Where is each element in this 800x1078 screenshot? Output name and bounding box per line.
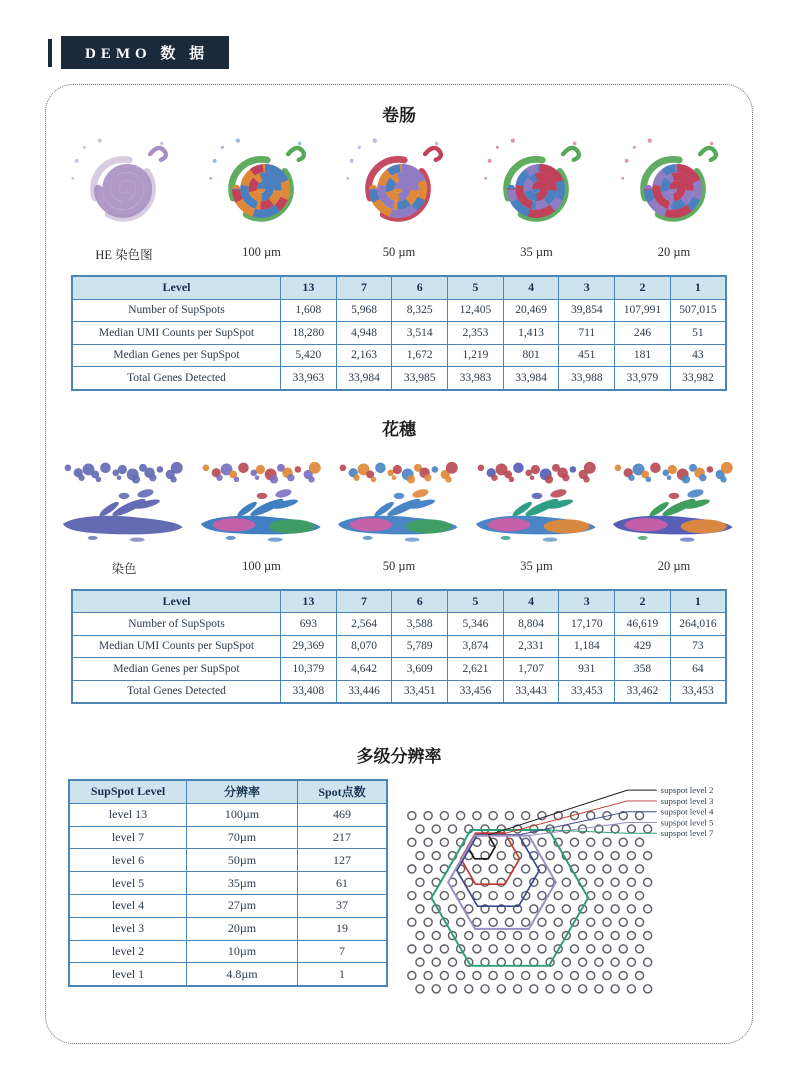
cell-value: 33,446	[336, 680, 392, 703]
header-row	[72, 590, 726, 613]
table-row	[72, 635, 726, 658]
column-header: 5	[448, 590, 504, 613]
column-header: 13	[281, 276, 337, 299]
legend-label: supspot level 5	[660, 817, 714, 828]
image-caption: 100 µm	[242, 245, 281, 259]
spike-figure-100um	[196, 442, 328, 577]
cell-value: 100µm	[187, 803, 298, 826]
section-title-juanchang: 卷肠	[382, 106, 416, 125]
cell-value: 127	[298, 849, 388, 872]
cell-value: 43	[670, 344, 726, 367]
table-row	[69, 940, 387, 963]
cell-value: 3,588	[392, 613, 448, 636]
column-header: 1	[670, 590, 726, 613]
cell-value: 217	[298, 826, 388, 849]
cluster-image-100um	[196, 128, 328, 244]
cell-value: 3,874	[448, 635, 504, 658]
cell-value: 20,469	[503, 299, 559, 322]
row-label: Total Genes Detected	[72, 680, 281, 703]
cell-value: 4.8µm	[187, 963, 298, 986]
cell-value: 1,672	[392, 344, 448, 367]
row-label: Median UMI Counts per SupSpot	[72, 635, 281, 658]
cell-value: 8,804	[503, 613, 559, 636]
cell-value: 33,443	[503, 680, 559, 703]
cell-value: 5,346	[448, 613, 504, 636]
table-row	[69, 849, 387, 872]
cell-value: 1,608	[281, 299, 337, 322]
legend-label: supspot level 4	[660, 806, 714, 817]
cell-value: 181	[615, 344, 671, 367]
column-header: 2	[615, 276, 671, 299]
row-label: level 5	[69, 872, 187, 895]
cell-value: 5,968	[336, 299, 392, 322]
cell-value: 1,219	[448, 344, 504, 367]
cell-value: 2,564	[336, 613, 392, 636]
supspot-hexagon-diagram	[404, 779, 742, 1009]
stain-figure	[58, 442, 190, 577]
column-header: 6	[392, 590, 448, 613]
huasui-stats-table	[71, 589, 727, 705]
cell-value: 4,642	[336, 658, 392, 681]
cell-value: 33,408	[281, 680, 337, 703]
cell-value: 1,413	[503, 322, 559, 345]
row-label: level 13	[69, 803, 187, 826]
cell-value: 33,984	[503, 367, 559, 390]
spike-image-50um	[333, 442, 465, 558]
image-caption: 50 µm	[382, 558, 416, 573]
cell-value: 17,170	[559, 613, 615, 636]
cell-value: 5,789	[392, 635, 448, 658]
cell-value: 12,405	[448, 299, 504, 322]
cell-value: 33,979	[615, 367, 671, 390]
cell-value: 46,619	[615, 613, 671, 636]
spike-image-100um	[196, 442, 328, 558]
cluster-image-50um	[333, 128, 465, 244]
cell-value: 429	[615, 635, 671, 658]
cell-value: 33,963	[281, 367, 337, 390]
cell-value: 64	[670, 658, 726, 681]
column-header: Level	[72, 590, 281, 613]
column-header: 5	[448, 276, 504, 299]
cell-value: 61	[298, 872, 388, 895]
table-row	[69, 826, 387, 849]
cell-value: 3,514	[392, 322, 448, 345]
cell-value: 10µm	[187, 940, 298, 963]
cluster-figure-100um	[196, 128, 328, 263]
image-caption: 35 µm	[520, 245, 553, 259]
section-title-huasui: 花穗	[382, 419, 416, 439]
cell-value: 70µm	[187, 826, 298, 849]
table-row	[69, 872, 387, 895]
column-header: 7	[336, 590, 392, 613]
cell-value: 264,016	[670, 613, 726, 636]
cell-value: 8,070	[336, 635, 392, 658]
cell-value: 5,420	[281, 344, 337, 367]
row-label: Number of SupSpots	[72, 299, 281, 322]
image-caption: 50 µm	[382, 245, 416, 259]
row-label: Total Genes Detected	[72, 367, 281, 390]
he-stain-figure	[58, 128, 190, 263]
cluster-figure-35um	[471, 128, 603, 263]
cell-value: 507,015	[670, 299, 726, 322]
cluster-figure-50um	[333, 128, 465, 263]
legend-label: supspot level 7	[660, 828, 714, 839]
cluster-image-20um	[608, 128, 740, 244]
cell-value: 451	[559, 344, 615, 367]
row-label: level 1	[69, 963, 187, 986]
content-panel	[45, 84, 753, 1044]
cell-value: 33,462	[615, 680, 671, 703]
image-caption: 100 µm	[242, 558, 281, 573]
column-header: Spot点数	[298, 780, 388, 803]
cell-value: 20µm	[187, 917, 298, 940]
column-header: 3	[559, 590, 615, 613]
cell-value: 711	[559, 322, 615, 345]
cell-value: 8,325	[392, 299, 448, 322]
cell-value: 4,948	[336, 322, 392, 345]
cell-value: 18,280	[281, 322, 337, 345]
row-label: level 7	[69, 826, 187, 849]
cell-value: 29,369	[281, 635, 337, 658]
spike-image-35um	[471, 442, 603, 558]
row-label: Median Genes per SupSpot	[72, 344, 281, 367]
table-row	[72, 613, 726, 636]
cell-value: 39,854	[559, 299, 615, 322]
cell-value: 3,609	[392, 658, 448, 681]
cell-value: 33,453	[670, 680, 726, 703]
header-accent-bar	[48, 39, 52, 67]
header-row	[69, 780, 387, 803]
cell-value: 33,988	[559, 367, 615, 390]
cell-value: 33,453	[559, 680, 615, 703]
cell-value: 33,985	[392, 367, 448, 390]
resolution-row	[56, 779, 742, 1009]
table-row	[72, 299, 726, 322]
header-row	[72, 276, 726, 299]
cell-value: 107,991	[615, 299, 671, 322]
row-label: Median Genes per SupSpot	[72, 658, 281, 681]
row-label: level 3	[69, 917, 187, 940]
cell-value: 33,984	[336, 367, 392, 390]
cluster-image-35um	[471, 128, 603, 244]
column-header: 7	[336, 276, 392, 299]
table-row	[69, 963, 387, 986]
image-caption: 35 µm	[520, 558, 553, 573]
huasui-image-row	[56, 442, 742, 577]
row-label: level 2	[69, 940, 187, 963]
cell-value: 33,451	[392, 680, 448, 703]
column-header: 4	[503, 276, 559, 299]
image-caption: HE 染色图	[95, 248, 153, 262]
column-header: 分辨率	[187, 780, 298, 803]
cell-value: 73	[670, 635, 726, 658]
cell-value: 801	[503, 344, 559, 367]
cluster-figure-20um	[608, 128, 740, 263]
spike-figure-20um	[608, 442, 740, 577]
resolution-table	[68, 779, 388, 987]
juanchang-image-row	[56, 128, 742, 263]
cell-value: 693	[281, 613, 337, 636]
cell-value: 19	[298, 917, 388, 940]
juanchang-stats-table	[71, 275, 727, 391]
column-header: 1	[670, 276, 726, 299]
cell-value: 35µm	[187, 872, 298, 895]
table-row	[72, 658, 726, 681]
column-header: SupSpot Level	[69, 780, 187, 803]
table-row	[69, 894, 387, 917]
legend-label: supspot level 3	[660, 795, 714, 806]
spike-figure-35um	[471, 442, 603, 577]
image-caption: 20 µm	[657, 245, 691, 259]
column-header: 4	[503, 590, 559, 613]
table-row	[72, 322, 726, 345]
column-header: 6	[392, 276, 448, 299]
cell-value: 7	[298, 940, 388, 963]
he-stain-image	[58, 128, 190, 244]
cell-value: 51	[670, 322, 726, 345]
column-header: 13	[281, 590, 337, 613]
image-caption: 20 µm	[657, 558, 691, 573]
cell-value: 469	[298, 803, 388, 826]
cell-value: 1	[298, 963, 388, 986]
row-label: Median UMI Counts per SupSpot	[72, 322, 281, 345]
table-row	[72, 367, 726, 390]
cell-value: 2,621	[448, 658, 504, 681]
cell-value: 1,184	[559, 635, 615, 658]
column-header: 2	[615, 590, 671, 613]
table-row	[72, 680, 726, 703]
table-row	[69, 917, 387, 940]
table-row	[69, 803, 387, 826]
cell-value: 246	[615, 322, 671, 345]
cell-value: 33,456	[448, 680, 504, 703]
legend-label: supspot level 2	[660, 785, 714, 796]
cell-value: 33,983	[448, 367, 504, 390]
column-header: 3	[559, 276, 615, 299]
row-label: level 6	[69, 849, 187, 872]
cell-value: 2,163	[336, 344, 392, 367]
cell-value: 2,353	[448, 322, 504, 345]
stain-image	[58, 442, 190, 558]
cell-value: 931	[559, 658, 615, 681]
cell-value: 50µm	[187, 849, 298, 872]
cell-value: 2,331	[503, 635, 559, 658]
header-badge: DEMO 数 据	[61, 36, 229, 69]
cell-value: 33,982	[670, 367, 726, 390]
cell-value: 37	[298, 894, 388, 917]
spike-image-20um	[608, 442, 740, 558]
section-title-resolution: 多级分辨率	[356, 747, 442, 766]
column-header: Level	[72, 276, 281, 299]
row-label: level 4	[69, 894, 187, 917]
row-label: Number of SupSpots	[72, 613, 281, 636]
cell-value: 1,707	[503, 658, 559, 681]
spike-figure-50um	[333, 442, 465, 577]
image-caption: 染色	[111, 561, 137, 576]
cell-value: 27µm	[187, 894, 298, 917]
cell-value: 358	[615, 658, 671, 681]
cell-value: 10,379	[281, 658, 337, 681]
page-header	[48, 36, 229, 69]
table-row	[72, 344, 726, 367]
supspot-diagram	[404, 779, 742, 1009]
